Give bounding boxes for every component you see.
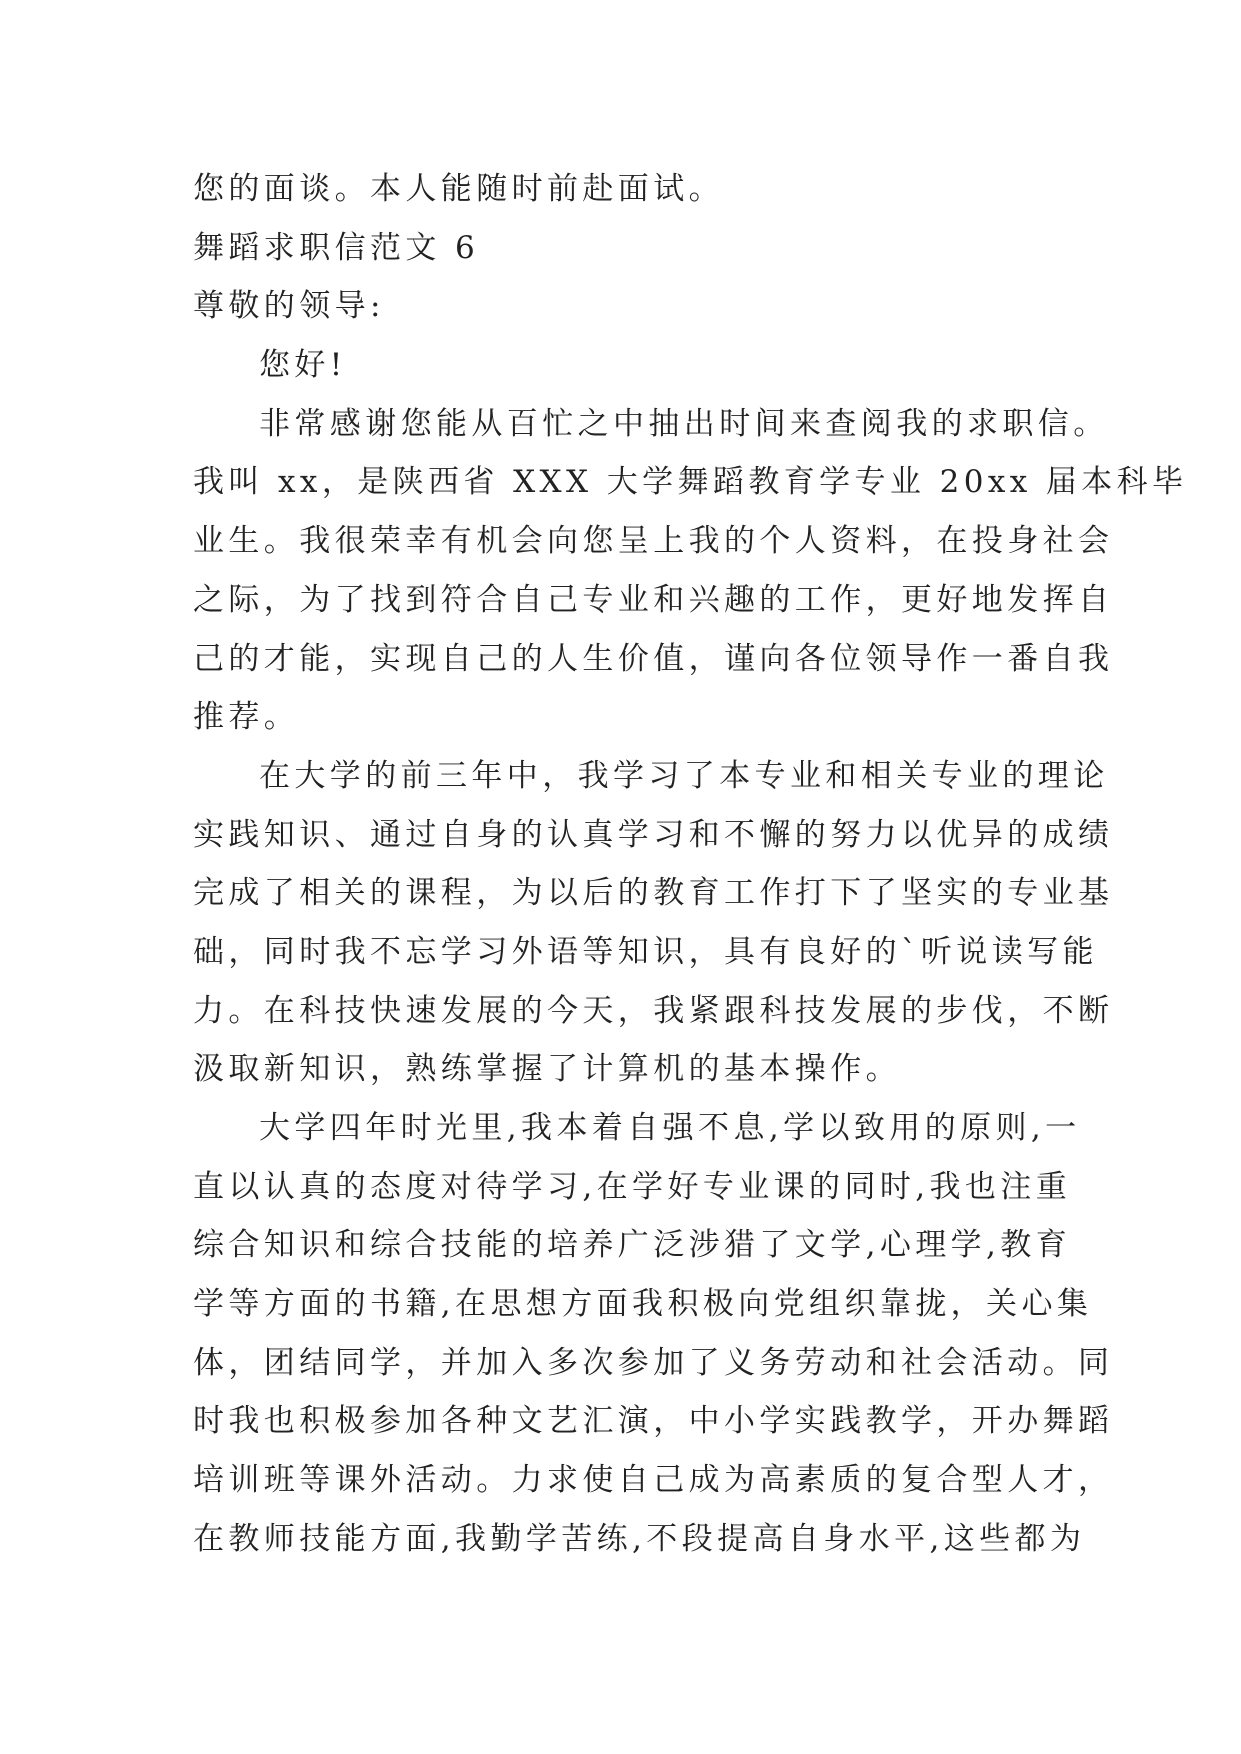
- salutation: 尊敬的领导:: [193, 288, 385, 325]
- paragraph-2-line: 在大学的前三年中，我学习了本专业和相关专业的理论: [259, 757, 1109, 794]
- paragraph-1-line: 推荐。: [193, 699, 300, 736]
- paragraph-3-line: 时我也积极参加各种文艺汇演，中小学实践教学，开办舞蹈: [193, 1403, 1114, 1440]
- paragraph-3-line: 在教师技能方面,我勤学苦练,不段提高自身水平,这些都为: [193, 1520, 1086, 1557]
- letter-body: [193, 160, 1188, 1569]
- paragraph-1-line: 业生。我很荣幸有机会向您呈上我的个人资料，在投身社会: [193, 523, 1114, 560]
- paragraph-2-line: 汲取新知识，熟练掌握了计算机的基本操作。: [193, 1051, 901, 1088]
- paragraph-2-line: 完成了相关的课程，为以后的教育工作打下了坚实的专业基: [193, 875, 1114, 912]
- paragraph-1-line: 非常感谢您能从百忙之中抽出时间来查阅我的求职信。: [259, 405, 1109, 442]
- paragraph-3-line: 直以认真的态度对待学习,在学好专业课的同时,我也注重: [193, 1168, 1072, 1205]
- paragraph-1-line: 我叫 xx，是陕西省 XXX 大学舞蹈教育学专业 20xx 届本科毕: [193, 464, 1188, 501]
- text-line-closing: 您的面谈。本人能随时前赴面试。: [193, 171, 724, 207]
- paragraph-2-line: 实践知识、通过自身的认真学习和不懈的努力以优异的成绩: [193, 816, 1114, 853]
- paragraph-1-line: 己的才能，实现自己的人生价值，谨向各位领导作一番自我: [193, 640, 1114, 677]
- paragraph-1-line: 之际，为了找到符合自己专业和兴趣的工作，更好地发挥自: [193, 581, 1114, 618]
- paragraph-3-line: 综合知识和综合技能的培养广泛涉猎了文学,心理学,教育: [193, 1227, 1072, 1264]
- section-title: 舞蹈求职信范文 6: [193, 229, 480, 266]
- greeting: 您好!: [259, 347, 347, 384]
- paragraph-3-line: 培训班等课外活动。力求使自己成为高素质的复合型人才，: [193, 1462, 1114, 1499]
- paragraph-3-line: 体，团结同学，并加入多次参加了义务劳动和社会活动。同: [193, 1344, 1114, 1381]
- paragraph-3-line: 大学四年时光里,我本着自强不息,学以致用的原则,一: [259, 1110, 1081, 1146]
- paragraph-2-line: 础，同时我不忘学习外语等知识，具有良好的`听说读写能: [193, 933, 1098, 970]
- paragraph-2-line: 力。在科技快速发展的今天，我紧跟科技发展的步伐，不断: [193, 992, 1114, 1029]
- paragraph-3-line: 学等方面的书籍,在思想方面我积极向党组织靠拢，关心集: [193, 1286, 1093, 1323]
